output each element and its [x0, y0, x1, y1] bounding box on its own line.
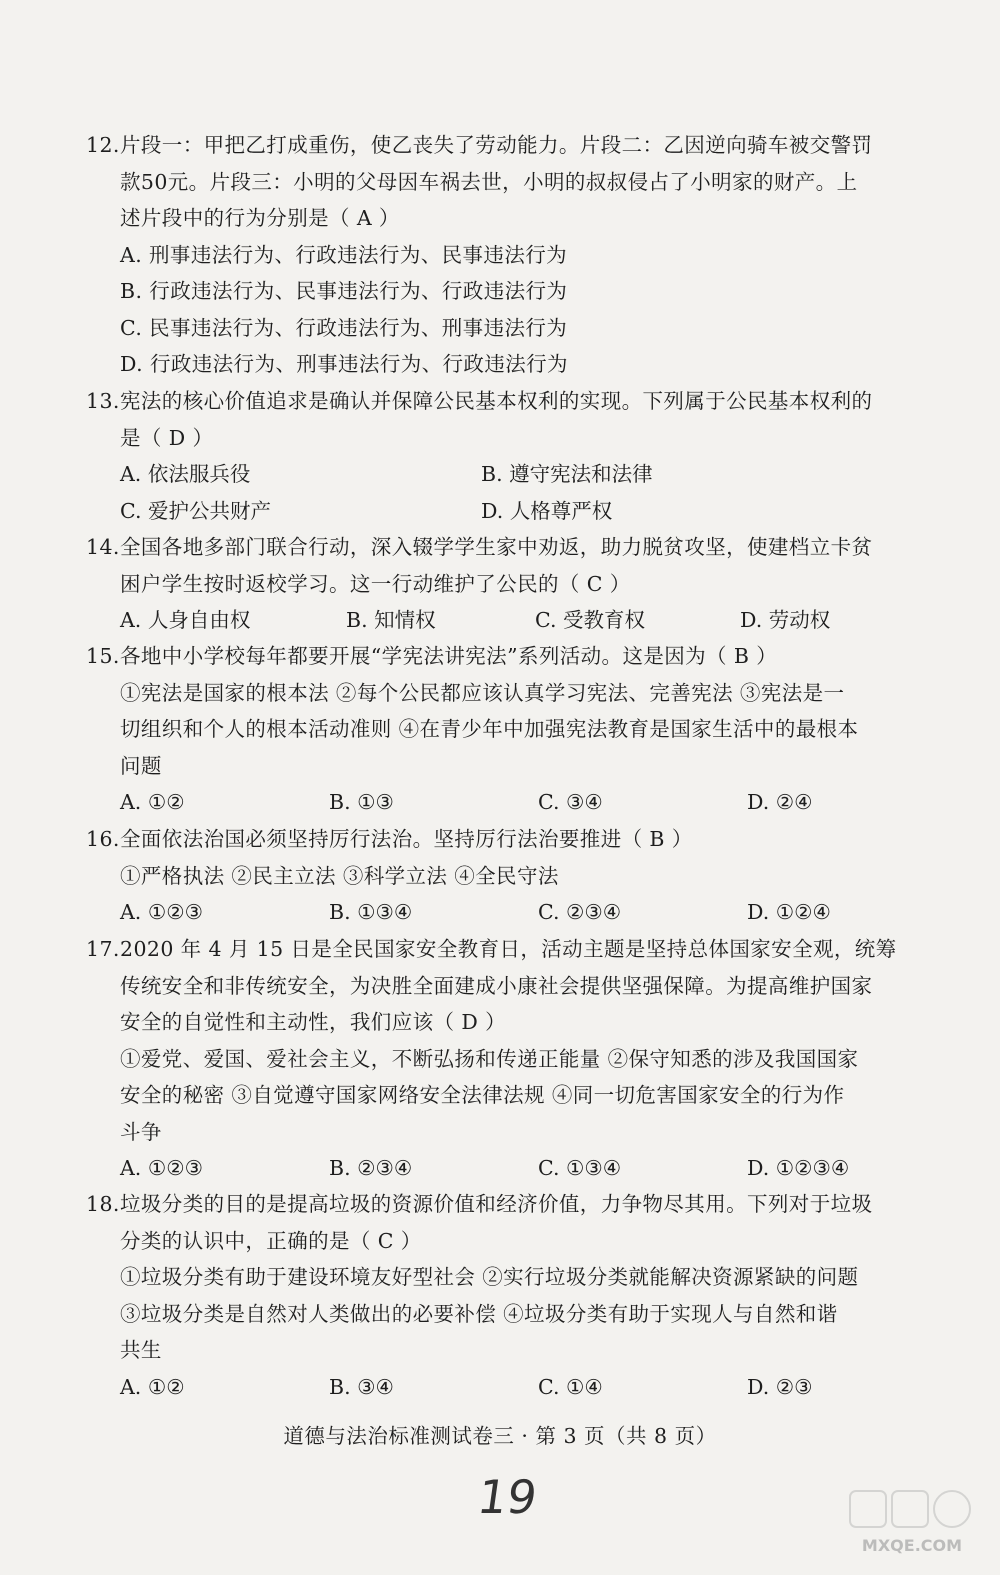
- question-stem: 16. 全面依法治国必须坚持厉行法治。坚持厉行法治要推进（ B ）: [86, 821, 936, 858]
- statement-line: 安全的秘密 ③自觉遵守国家网络安全法律法规 ④同一切危害国家安全的行为作: [120, 1083, 845, 1107]
- option-d: D. ①②④: [747, 900, 831, 924]
- option-b: B. 行政违法行为、民事违法行为、行政违法行为: [120, 279, 568, 303]
- option-a: A. 人身自由权: [120, 608, 251, 632]
- option-c: C. ①④: [538, 1374, 603, 1399]
- question-15: [86, 638, 936, 821]
- statement-line: 斗争: [120, 1119, 162, 1144]
- question-16: [86, 821, 936, 931]
- question-number: 14.: [86, 535, 120, 559]
- statement-line: ①爱党、爱国、爱社会主义，不断弘扬和传递正能量 ②保守知悉的涉及我国国家: [120, 1046, 859, 1071]
- option-b: B. 遵守宪法和法律: [481, 462, 653, 486]
- option-a: A. ①②③: [120, 1156, 203, 1180]
- question-number: 12.: [86, 133, 120, 157]
- option-a: A. ①②③: [120, 900, 203, 924]
- question-stem: 18. 垃圾分类的目的是提高垃圾的资源价值和经济价值，力争物尽其用。下列对于垃圾: [86, 1186, 936, 1223]
- option-c: C. ②③④: [538, 900, 622, 924]
- statement-line: ③垃圾分类是自然对人类做出的必要补偿 ④垃圾分类有助于实现人与自然和谐: [120, 1301, 838, 1326]
- statement-line: ①垃圾分类有助于建设环境友好型社会 ②实行垃圾分类就能解决资源紧缺的问题: [120, 1265, 859, 1289]
- options-row: [86, 1369, 936, 1406]
- question-13: 13. 宪法的核心价值追求是确认并保障公民基本权利的实现。下列属于公民基本权利的 是（ D ） A. 依法服兵役 B. 遵守宪法和法律 C. 爱护公共财产 D. 人格尊严权: [86, 383, 936, 529]
- question-number: 16.: [86, 827, 120, 851]
- options-row: [86, 456, 936, 493]
- watermark-logo: [842, 1485, 982, 1565]
- question-12: 12. 片段一：甲把乙打成重伤，使乙丧失了劳动能力。片段二：乙因逆向骑车被交警罚 款50元。片段三：小明的父母因车祸去世，小明的叔叔侵占了小明家的财产。上 述片段中的行为分别是（ A ） A. 刑事违法行为、行政违法行为、民事违法行为 B. 行政违法行为、民事违法行为、行政违法行为 C. 民事违法行为、行政违法行为、刑事违法行为 D. 行政违法行为、刑事违法行为、行政违法行为: [86, 127, 936, 383]
- options-row: [86, 602, 936, 639]
- statement-line: 切组织和个人的根本活动准则 ④在青少年中加强宪法教育是国家生活中的最根本: [120, 717, 859, 741]
- option-a: A. 刑事违法行为、行政违法行为、民事违法行为: [120, 242, 568, 267]
- option-b: B. ①③: [329, 790, 394, 814]
- option-d: D. 行政违法行为、刑事违法行为、行政违法行为: [120, 352, 568, 376]
- option-d: D. 人格尊严权: [481, 498, 613, 523]
- option-a: A. 依法服兵役: [120, 462, 251, 486]
- question-stem: 14. 全国各地多部门联合行动，深入辍学学生家中劝返，助力脱贫攻坚，使建档立卡贫: [86, 529, 936, 566]
- question-number: 15.: [86, 644, 120, 668]
- question-14: 14. 全国各地多部门联合行动，深入辍学学生家中劝返，助力脱贫攻坚，使建档立卡贫 困户学生按时返校学习。这一行动维护了公民的（ C ） A. 人身自由权 B. 知情权 C. 受教育权 D. 劳动权: [86, 529, 936, 639]
- statement-line: 问题: [120, 753, 162, 778]
- question-stem: 13. 宪法的核心价值追求是确认并保障公民基本权利的实现。下列属于公民基本权利的: [86, 383, 936, 420]
- statement-line: 共生: [120, 1338, 162, 1362]
- question-18: 18. 垃圾分类的目的是提高垃圾的资源价值和经济价值，力争物尽其用。下列对于垃圾 分类的认识中，正确的是（ C ） ①垃圾分类有助于建设环境友好型社会 ②实行垃圾分类就能解决资源紧缺的问题 ③垃圾分类是自然对人类做出的必要补偿 ④垃圾分类有助于实现人与自然和谐 共生 A. ①② B. ③④ C. ①④ D. ②③: [86, 1186, 936, 1405]
- statement-line: ①严格执法 ②民主立法 ③科学立法 ④全民守法: [120, 863, 559, 888]
- option-d: D. ②④: [747, 790, 813, 814]
- options-row: [86, 1150, 936, 1187]
- options-row: [86, 784, 936, 821]
- option-c: C. 民事违法行为、行政违法行为、刑事违法行为: [120, 315, 568, 340]
- option-b: B. 知情权: [346, 608, 436, 632]
- option-d: D. ①②③④: [747, 1156, 850, 1180]
- question-stem: 15. 各地中小学校每年都要开展“学宪法讲宪法”系列活动。这是因为（ B ）: [86, 638, 936, 675]
- option-a: A. ①②: [120, 790, 185, 814]
- page-footer: 道德与法治标准测试卷三 · 第 3 页（共 8 页）: [283, 1424, 717, 1448]
- options-row: [86, 894, 936, 931]
- question-number: 17.: [86, 937, 120, 961]
- option-b: B. ②③④: [329, 1156, 413, 1180]
- option-c: C. 爱护公共财产: [120, 498, 271, 523]
- handwritten-page-number: 19: [474, 1470, 541, 1524]
- option-a: A. ①②: [120, 1374, 185, 1399]
- statement-line: ①宪法是国家的根本法 ②每个公民都应该认真学习宪法、完善宪法 ③宪法是一: [120, 680, 845, 705]
- option-c: C. 受教育权: [535, 608, 645, 632]
- question-number: 18.: [86, 1192, 120, 1216]
- option-d: D. ②③: [747, 1374, 813, 1399]
- option-c: C. ③④: [538, 790, 603, 814]
- question-stem: 12. 片段一：甲把乙打成重伤，使乙丧失了劳动能力。片段二：乙因逆向骑车被交警罚: [86, 127, 936, 164]
- options-row: [86, 493, 936, 530]
- question-number: 13.: [86, 389, 120, 413]
- option-b: B. ①③④: [329, 900, 413, 924]
- question-stem: 17. 2020 年 4 月 15 日是全民国家安全教育日，活动主题是坚持总体国家安全观，统筹: [86, 931, 936, 968]
- option-c: C. ①③④: [538, 1156, 622, 1180]
- option-d: D. 劳动权: [740, 608, 831, 632]
- watermark-url: MXQE.COM: [861, 1536, 963, 1555]
- option-b: B. ③④: [329, 1374, 394, 1399]
- question-17: 17. 2020 年 4 月 15 日是全民国家安全教育日，活动主题是坚持总体国家安全观，统筹 传统安全和非传统安全，为决胜全面建成小康社会提供坚强保障。为提高维护国家 安全的自觉性和主动性，我们应该（ D ） ①爱党、爱国、爱社会主义，不断弘扬和传递正能量 ②保守知悉的涉及我国国家 安全的秘密 ③自觉遵守国家网络安全法律法规 ④同一切危害国家安全的行为作 斗争 A. ①②③ B. ②③④ C. ①③④ D. ①②③④: [86, 931, 936, 1187]
